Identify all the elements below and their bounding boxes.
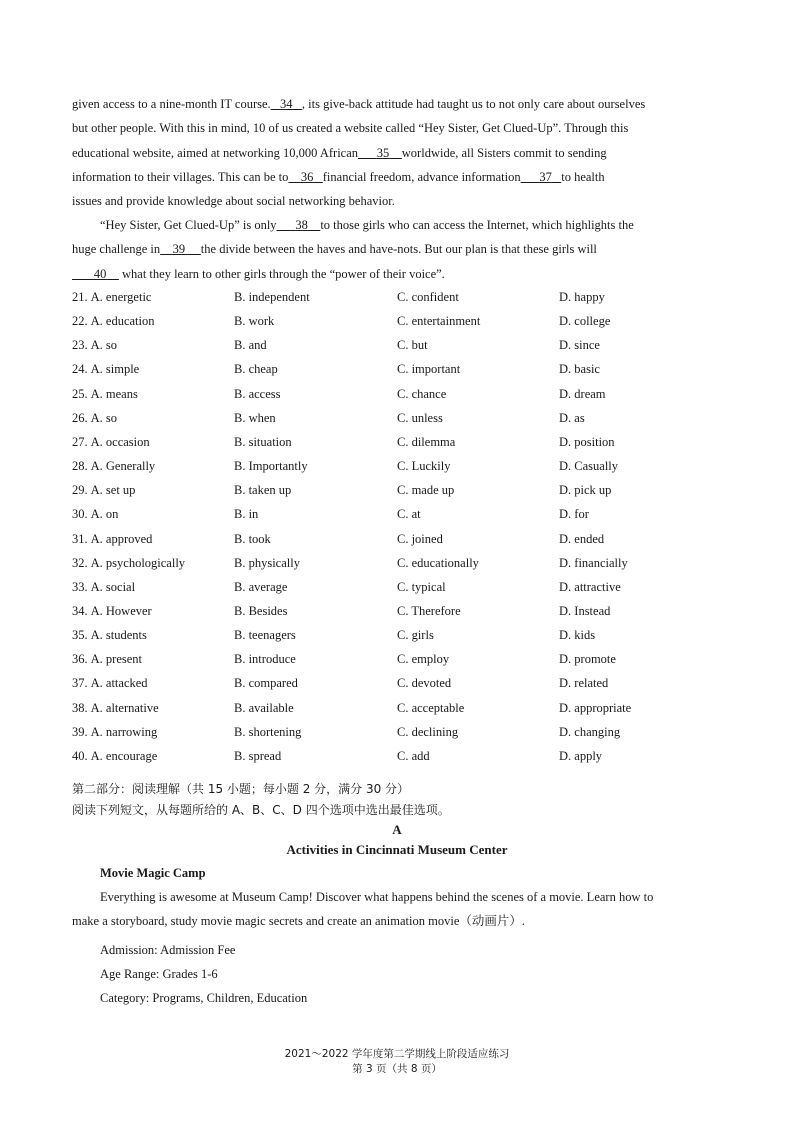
blank-39: 39 bbox=[172, 242, 186, 257]
option-a bbox=[72, 701, 159, 716]
text-segment: what they learn to other girls through the “power of their voice”. bbox=[118, 266, 445, 281]
text-segment: worldwide, all Sisters commit to sending bbox=[401, 145, 607, 160]
option-d: D. position bbox=[559, 434, 615, 449]
text-segment: but other people. With this in mind, 10 of us created a website called “Hey Sister, Get Clued-Up”. Through this bbox=[72, 121, 629, 136]
text-segment: educational website, aimed at networking 10,000 African bbox=[72, 145, 359, 160]
option-c: C. Therefore bbox=[397, 603, 461, 618]
option-text: A. on bbox=[90, 507, 119, 522]
option-text: A. so bbox=[90, 410, 118, 425]
option-row bbox=[72, 725, 722, 749]
camp-description bbox=[100, 890, 722, 905]
part2-heading: 第二部分：阅读理解（共 15 小题；每小题 2 分，满分 30 分） bbox=[72, 782, 410, 796]
question-number: 35. bbox=[72, 628, 88, 643]
option-d: D. apply bbox=[559, 748, 603, 763]
option-b: B. access bbox=[234, 386, 281, 401]
option-c: C. joined bbox=[397, 531, 443, 546]
option-text: A. energetic bbox=[90, 290, 152, 304]
option-a bbox=[72, 290, 151, 305]
option-row bbox=[72, 749, 722, 773]
question-number: 38. bbox=[72, 700, 88, 715]
option-c: C. Luckily bbox=[397, 459, 451, 474]
option-a bbox=[72, 725, 157, 740]
question-number: 37. bbox=[72, 676, 88, 691]
question-number: 33. bbox=[72, 579, 88, 594]
camp-description-line: make a storyboard, study movie magic secrets and create an animation movie（动画片）. bbox=[72, 914, 525, 928]
option-d: D. since bbox=[559, 338, 600, 353]
option-c: C. unless bbox=[397, 410, 443, 425]
text-segment: “Hey Sister, Get Clued-Up” is only bbox=[100, 218, 277, 232]
option-c: C. chance bbox=[397, 386, 447, 401]
option-d: D. promote bbox=[559, 652, 616, 667]
camp-description-line: Everything is awesome at Museum Camp! Discover what happens behind the scenes of a movie. Learn how to bbox=[100, 890, 654, 904]
option-b: B. taken up bbox=[234, 483, 292, 498]
text-segment: huge challenge in bbox=[72, 242, 161, 257]
option-a bbox=[72, 411, 117, 426]
option-c: C. educationally bbox=[397, 555, 479, 570]
option-a bbox=[72, 749, 157, 764]
question-number: 23. bbox=[72, 338, 88, 353]
option-c: C. important bbox=[397, 362, 461, 377]
question-number: 40. bbox=[72, 748, 88, 763]
article-title: Activities in Cincinnati Museum Center bbox=[286, 842, 508, 857]
option-d: D. as bbox=[559, 410, 585, 425]
text-segment: to those girls who can access the Internet, which highlights the bbox=[320, 218, 634, 232]
option-b: B. physically bbox=[234, 555, 300, 570]
option-text: A. alternative bbox=[90, 700, 159, 715]
page-number: 第 3 页（共 8 页） bbox=[352, 1063, 442, 1075]
option-d: D. dream bbox=[559, 386, 606, 401]
option-row bbox=[72, 459, 722, 483]
option-c: C. girls bbox=[397, 628, 434, 643]
option-a bbox=[72, 604, 152, 619]
camp-description-2 bbox=[72, 909, 722, 933]
option-row bbox=[72, 338, 722, 362]
question-number: 27. bbox=[72, 434, 88, 449]
option-row bbox=[72, 701, 722, 725]
option-a bbox=[72, 483, 135, 498]
option-a bbox=[72, 532, 152, 547]
option-d: D. ended bbox=[559, 531, 605, 546]
option-b: B. available bbox=[234, 700, 294, 715]
option-c: C. but bbox=[397, 338, 428, 353]
question-number: 32. bbox=[72, 555, 88, 570]
option-b: B. Besides bbox=[234, 603, 288, 618]
option-text: A. attacked bbox=[90, 676, 148, 691]
passage-line bbox=[72, 116, 722, 140]
question-number: 21. bbox=[72, 290, 88, 304]
option-text: A. encourage bbox=[90, 748, 158, 763]
text-segment: financial freedom, advance information bbox=[322, 169, 521, 184]
option-c: C. confident bbox=[397, 290, 459, 304]
section-letter: A bbox=[392, 822, 402, 837]
option-b: B. introduce bbox=[234, 652, 296, 667]
blank-36: 36 bbox=[300, 169, 314, 184]
option-text: A. However bbox=[90, 603, 152, 618]
option-a bbox=[72, 676, 148, 691]
option-b: B. spread bbox=[234, 748, 282, 763]
option-d: D. Casually bbox=[559, 459, 619, 474]
option-c: C. entertainment bbox=[397, 314, 481, 329]
option-a bbox=[72, 387, 138, 402]
option-b: B. compared bbox=[234, 676, 298, 691]
option-row bbox=[72, 362, 722, 386]
option-c: C. acceptable bbox=[397, 700, 465, 715]
question-number: 24. bbox=[72, 362, 88, 377]
option-a bbox=[72, 459, 155, 474]
option-row bbox=[72, 556, 722, 580]
option-d: D. financially bbox=[559, 555, 628, 570]
option-c: C. declining bbox=[397, 724, 459, 739]
option-row bbox=[72, 483, 722, 507]
camp-admission: Admission: Admission Fee bbox=[100, 943, 236, 957]
option-b: B. in bbox=[234, 507, 259, 522]
camp-category: Category: Programs, Children, Education bbox=[100, 991, 308, 1005]
option-text: A. so bbox=[90, 338, 118, 353]
question-number: 26. bbox=[72, 410, 88, 425]
camp-age-range: Age Range: Grades 1-6 bbox=[100, 967, 218, 981]
option-row bbox=[72, 387, 722, 411]
option-b: B. cheap bbox=[234, 362, 278, 377]
question-number: 36. bbox=[72, 652, 88, 667]
option-c: C. devoted bbox=[397, 676, 452, 691]
question-number: 34. bbox=[72, 603, 88, 618]
question-number: 22. bbox=[72, 314, 88, 329]
option-d: D. basic bbox=[559, 362, 600, 377]
option-b: B. average bbox=[234, 579, 288, 594]
option-d: D. attractive bbox=[559, 579, 621, 594]
blank-34: 34 bbox=[280, 97, 293, 111]
passage-line bbox=[72, 237, 722, 261]
question-number: 25. bbox=[72, 386, 88, 401]
text-segment: the divide between the haves and have-nots. But our plan is that these girls will bbox=[200, 242, 597, 257]
option-b: B. when bbox=[234, 410, 276, 425]
blank-38: 38 bbox=[295, 218, 308, 232]
passage-paragraph-2 bbox=[72, 213, 722, 286]
passage-line bbox=[72, 141, 722, 165]
option-row bbox=[72, 314, 722, 338]
text-segment: to health bbox=[561, 169, 605, 184]
option-row bbox=[72, 290, 722, 314]
question-number: 28. bbox=[72, 459, 88, 474]
question-number: 29. bbox=[72, 483, 88, 498]
option-text: A. social bbox=[90, 579, 136, 594]
option-c: C. typical bbox=[397, 579, 446, 594]
option-row bbox=[72, 435, 722, 459]
option-row bbox=[72, 652, 722, 676]
option-a bbox=[72, 435, 150, 450]
option-text: A. occasion bbox=[90, 434, 150, 449]
option-c: C. add bbox=[397, 748, 430, 763]
option-text: A. psychologically bbox=[90, 555, 186, 570]
option-d: D. kids bbox=[559, 628, 596, 643]
option-d: D. for bbox=[559, 507, 589, 522]
part2-instruction: 阅读下列短文，从每题所给的 A、B、C、D 四个选项中选出最佳选项。 bbox=[72, 803, 450, 817]
option-row bbox=[72, 604, 722, 628]
option-c: C. dilemma bbox=[397, 434, 456, 449]
question-number: 31. bbox=[72, 531, 88, 546]
option-a bbox=[72, 652, 142, 667]
passage-line bbox=[72, 262, 722, 286]
option-b: B. Importantly bbox=[234, 459, 308, 474]
option-b: B. took bbox=[234, 531, 271, 546]
option-b: B. teenagers bbox=[234, 628, 296, 643]
passage-line bbox=[72, 213, 722, 237]
text-segment: , its give-back attitude had taught us to not only care about ourselves bbox=[301, 97, 646, 111]
text-segment: issues and provide knowledge about social networking behavior. bbox=[72, 194, 395, 209]
option-a bbox=[72, 628, 147, 643]
question-number: 30. bbox=[72, 507, 88, 522]
camp-name: Movie Magic Camp bbox=[100, 866, 206, 880]
option-a bbox=[72, 507, 118, 522]
blank-40: 40 bbox=[93, 266, 107, 281]
option-text: A. simple bbox=[90, 362, 140, 377]
option-d: D. changing bbox=[559, 724, 621, 739]
text-segment: information to their villages. This can be to bbox=[72, 169, 289, 184]
option-b: B. and bbox=[234, 338, 267, 353]
option-text: A. approved bbox=[90, 531, 153, 546]
passage-paragraph-1 bbox=[72, 92, 722, 213]
option-text: A. present bbox=[90, 652, 142, 667]
option-text: A. students bbox=[90, 628, 147, 643]
option-b: B. shortening bbox=[234, 724, 302, 739]
option-a bbox=[72, 362, 139, 377]
option-a bbox=[72, 338, 117, 353]
option-row bbox=[72, 628, 722, 652]
passage-line bbox=[72, 165, 722, 189]
blank-37: 37 bbox=[539, 169, 552, 184]
footer-title: 2021～2022 学年度第二学期线上阶段适应练习 bbox=[284, 1048, 510, 1060]
option-b: B. situation bbox=[234, 434, 292, 449]
option-d: D. Instead bbox=[559, 603, 611, 618]
option-b: B. work bbox=[234, 314, 275, 329]
text-segment: given access to a nine-month IT course. bbox=[72, 97, 271, 111]
option-a bbox=[72, 556, 185, 571]
passage-line bbox=[72, 92, 722, 116]
option-row bbox=[72, 580, 722, 604]
option-text: A. Generally bbox=[90, 459, 156, 474]
option-d: D. pick up bbox=[559, 483, 612, 498]
option-row bbox=[72, 507, 722, 531]
option-c: C. made up bbox=[397, 483, 455, 498]
option-row bbox=[72, 411, 722, 435]
option-text: A. narrowing bbox=[90, 724, 158, 739]
question-number: 39. bbox=[72, 724, 88, 739]
option-d: D. college bbox=[559, 314, 611, 329]
option-row bbox=[72, 532, 722, 556]
option-d: D. related bbox=[559, 676, 609, 691]
option-text: A. set up bbox=[90, 483, 136, 498]
blank-35: 35 bbox=[376, 145, 390, 160]
option-text: A. education bbox=[90, 314, 155, 329]
option-text: A. means bbox=[90, 386, 138, 401]
option-a bbox=[72, 314, 155, 329]
passage-line bbox=[72, 189, 722, 213]
option-b: B. independent bbox=[234, 290, 310, 304]
option-row bbox=[72, 676, 722, 700]
option-d: D. happy bbox=[559, 290, 605, 304]
option-c: C. employ bbox=[397, 652, 450, 667]
option-c: C. at bbox=[397, 507, 421, 522]
option-a bbox=[72, 580, 135, 595]
option-d: D. appropriate bbox=[559, 700, 632, 715]
